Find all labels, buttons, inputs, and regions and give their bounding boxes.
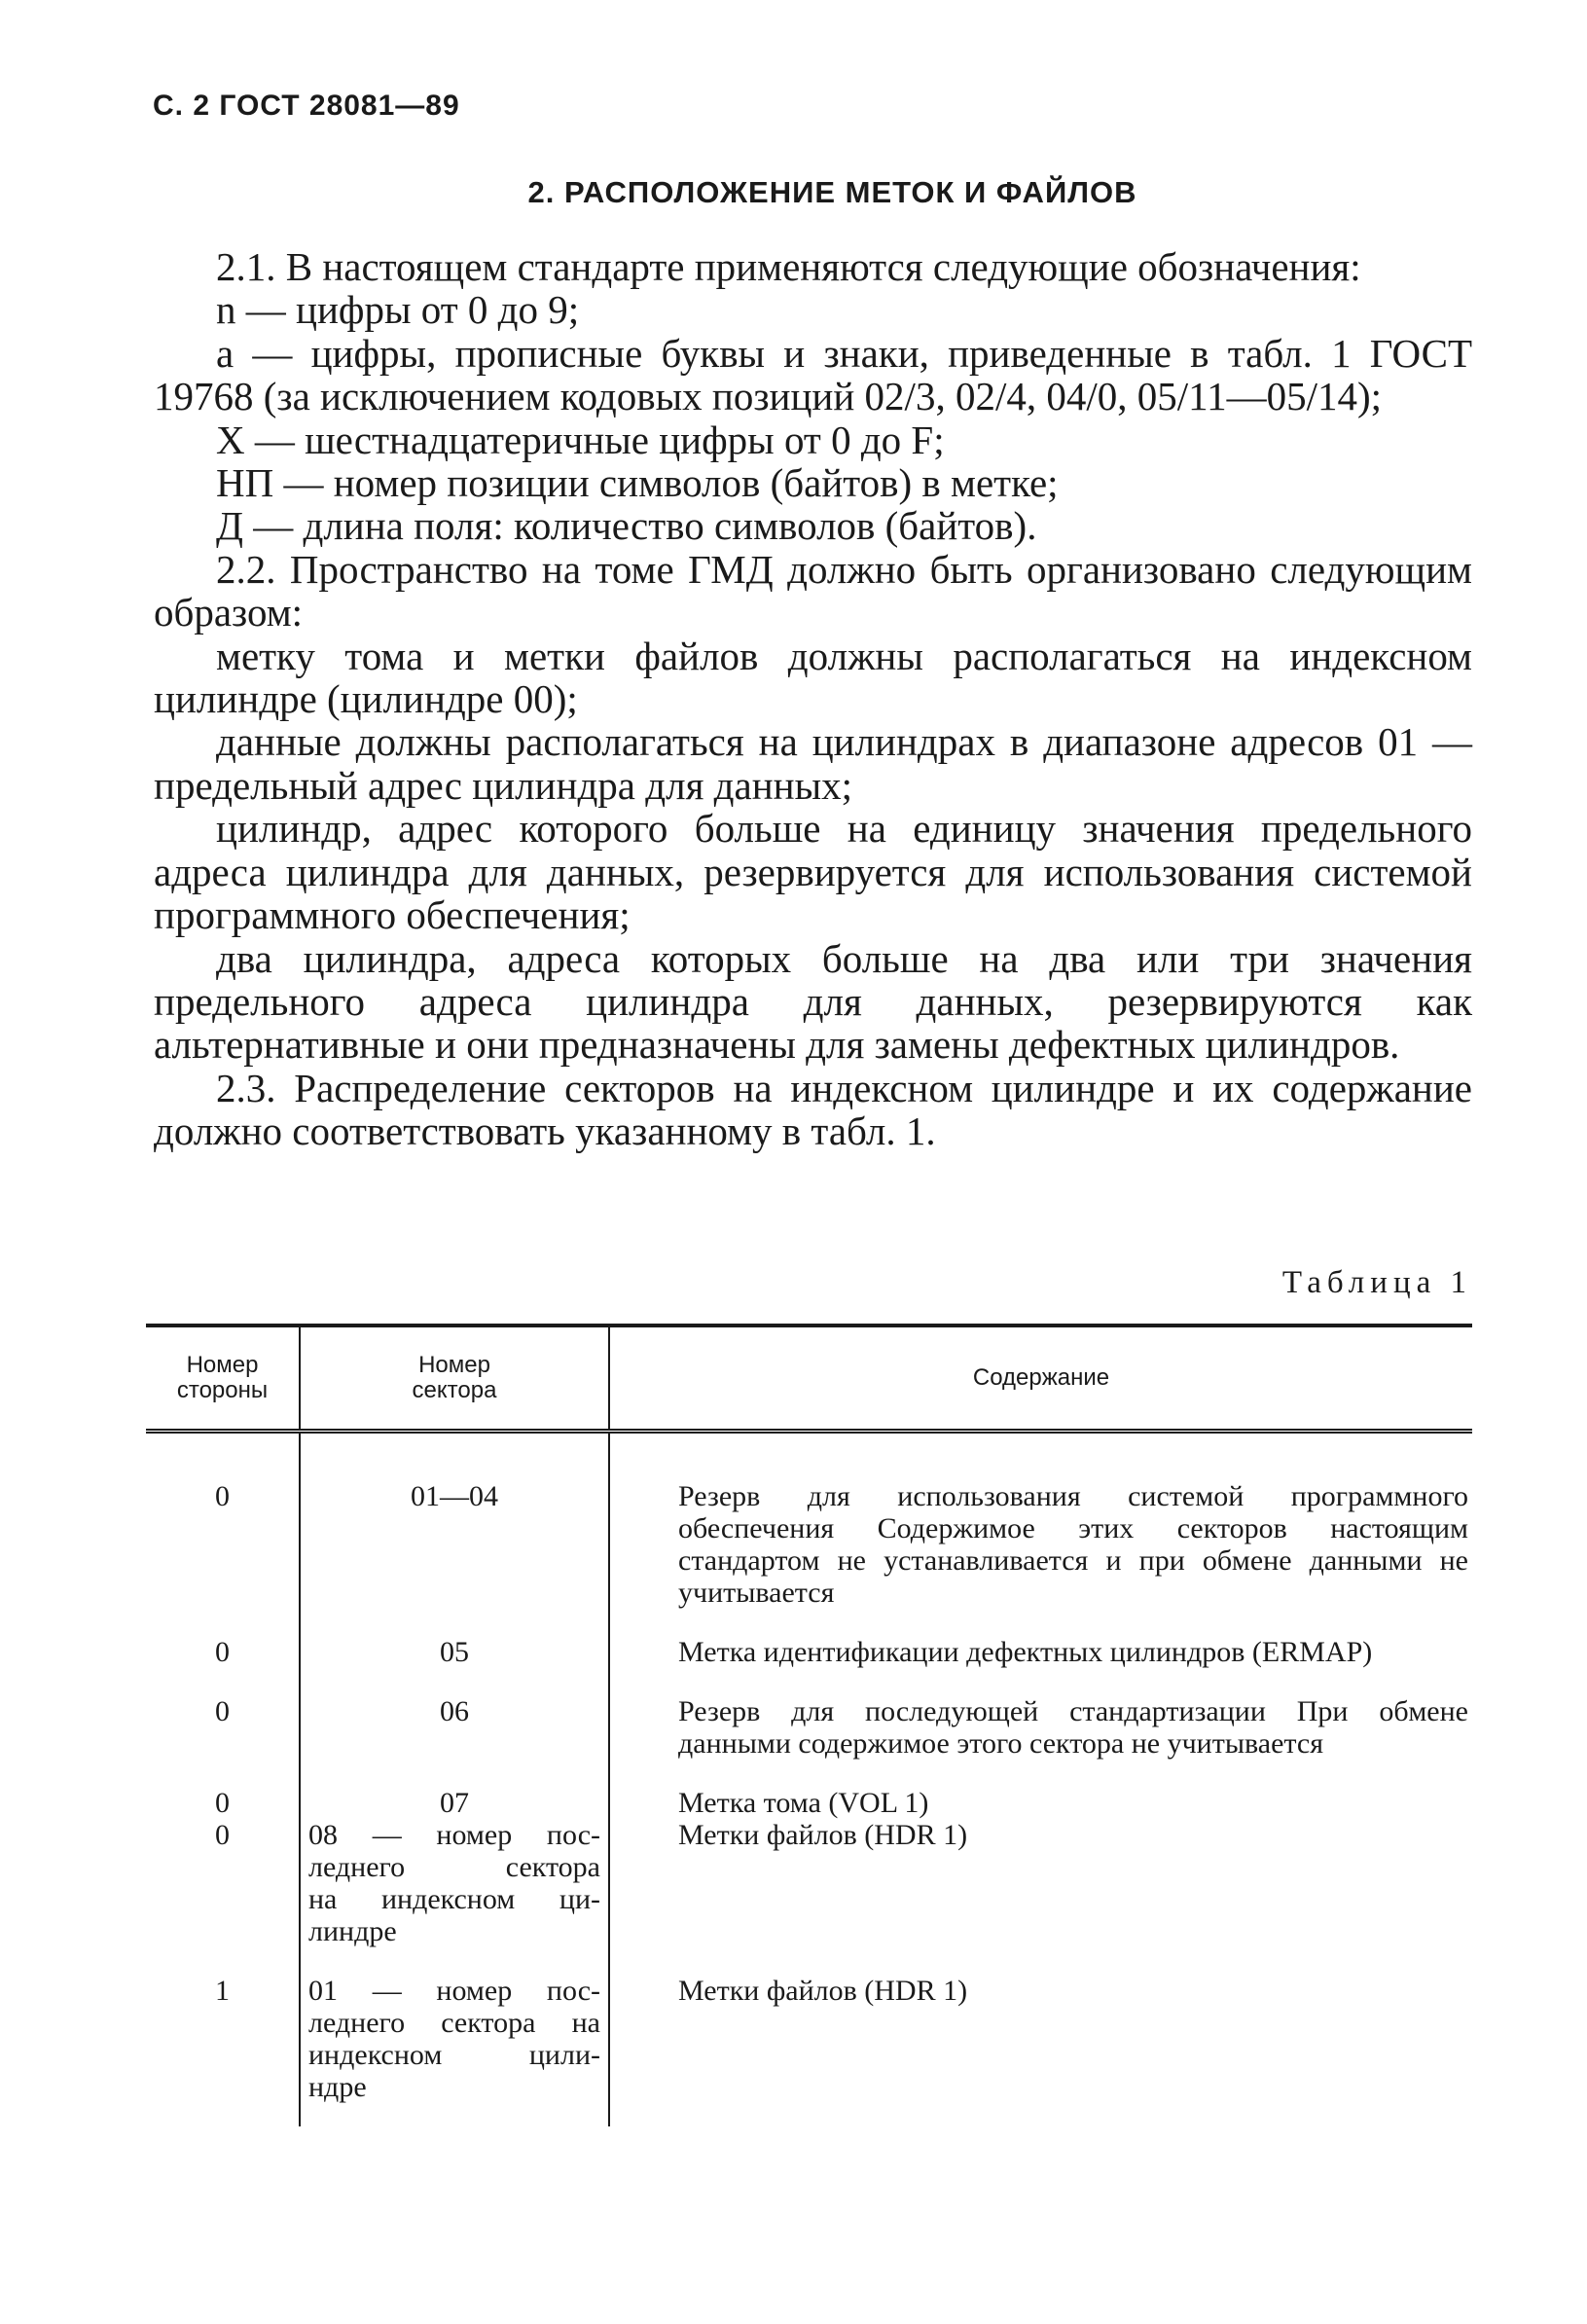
paragraph: данные должны располагаться на цилиндрах в диапазоне адресов 01 — предельный адрес цилиндра для данных; [154, 719, 1472, 808]
sector-text: 01 — номер пос- [308, 1975, 600, 2007]
paragraph: два цилиндра, адреса которых больше на два или три значения предельного адреса цилиндра для данных, резервируются как альтернативные и они предназначены для замены дефектных цилиндров. [154, 935, 1472, 1068]
header-content: Содержание [609, 1325, 1472, 1432]
paragraph: Д — длина поля: количество символов (байтов). [216, 503, 1037, 549]
sector-text: на индексном ци- [308, 1883, 600, 1915]
sector-cell [300, 1783, 609, 1971]
paragraph: НП — номер позиции символов (байтов) в метке; [216, 460, 1059, 506]
sector-text: 08 — номер пос- [308, 1819, 600, 1851]
side-cell: 0 [215, 1636, 230, 1668]
sector-text: 07 [440, 1787, 469, 1819]
sector-text: линдре [308, 1915, 397, 1947]
sector-cell [300, 1632, 609, 1691]
table-row [146, 1632, 1472, 1691]
table-caption: Таблица 1 [1281, 1265, 1472, 1300]
content-cell: Резерв для последующей стандартизации При обмене данными содержимое этого сектора не учитывается [609, 1691, 1472, 1783]
side-cell [146, 1783, 300, 1971]
paragraph: a — цифры, прописные буквы и знаки, приведенные в табл. 1 ГОСТ 19768 (за исключением кодовых позиций 02/3, 02/4, 04/0, 05/11—05/14); [154, 330, 1472, 419]
section-title: 2. РАСПОЛОЖЕНИЕ МЕТОК И ФАЙЛОВ [527, 175, 1137, 209]
paragraph: 2.1. В настоящем стандарте применяются следующие обозначения: [216, 244, 1361, 289]
table-row [146, 1691, 1472, 1783]
sector-cell [300, 1432, 609, 1633]
header-sector-number [300, 1325, 609, 1432]
sector-table [146, 1324, 1472, 2126]
paragraph: 2.3. Распределение секторов на индексном цилиндре и их содержание должно соответствовать указанному в табл. 1. [154, 1065, 1472, 1154]
header-text: Номер [186, 1352, 259, 1378]
page-header: С. 2 ГОСТ 28081—89 [153, 90, 460, 122]
header-text: Номер [418, 1352, 490, 1378]
sector-cell [300, 1971, 609, 2126]
sector-text: индексном цили- [308, 2039, 600, 2071]
content-cell [609, 1783, 1472, 1971]
paragraph: X — шестнадцатеричные цифры от 0 до F; [216, 417, 945, 462]
body-text [154, 245, 1472, 1153]
header-side-number [146, 1325, 300, 1432]
content-text: Метка тома (VOL 1) [678, 1787, 929, 1819]
sector-text: леднего сектора [308, 1851, 600, 1883]
header-text: сектора [412, 1377, 497, 1403]
sector-text: 06 [440, 1695, 469, 1727]
side-text: 0 [215, 1819, 230, 1851]
side-text: 0 [215, 1787, 230, 1819]
content-cell: Резерв для использования системой программного обеспечения Содержимое этих секторов настоящим стандартом не устанавливается и при обмене данными не учитывается [609, 1432, 1472, 1633]
sector-cell [300, 1691, 609, 1783]
paragraph: метку тома и метки файлов должны располагаться на индексном цилиндре (цилиндре 00); [154, 633, 1472, 722]
side-cell: 1 [215, 1975, 230, 2007]
table-row [146, 1783, 1472, 1971]
sector-text: 05 [440, 1636, 469, 1668]
table-row [146, 1432, 1472, 1633]
sector-text: 01—04 [411, 1480, 498, 1512]
sector-text: леднего сектора на [308, 2007, 600, 2039]
table-header-row [146, 1325, 1472, 1432]
paragraph: цилиндр, адрес которого больше на единицу значения предельного адреса цилиндра для данных, резервируется для использования системой программного обеспечения; [154, 806, 1472, 938]
header-text: стороны [176, 1377, 269, 1403]
content-cell: Метка идентификации дефектных цилиндров (ERMAP) [609, 1632, 1472, 1691]
side-cell: 0 [215, 1480, 230, 1512]
content-cell: Метки файлов (HDR 1) [609, 1971, 1472, 2126]
table-row [146, 1971, 1472, 2126]
paragraph: n — цифры от 0 до 9; [216, 287, 580, 333]
paragraph: 2.2. Пространство на томе ГМД должно быть организовано следующим образом: [154, 546, 1472, 635]
side-cell: 0 [215, 1695, 230, 1727]
sector-text: ндре [308, 2071, 367, 2103]
content-text: Метки файлов (HDR 1) [678, 1819, 968, 1851]
